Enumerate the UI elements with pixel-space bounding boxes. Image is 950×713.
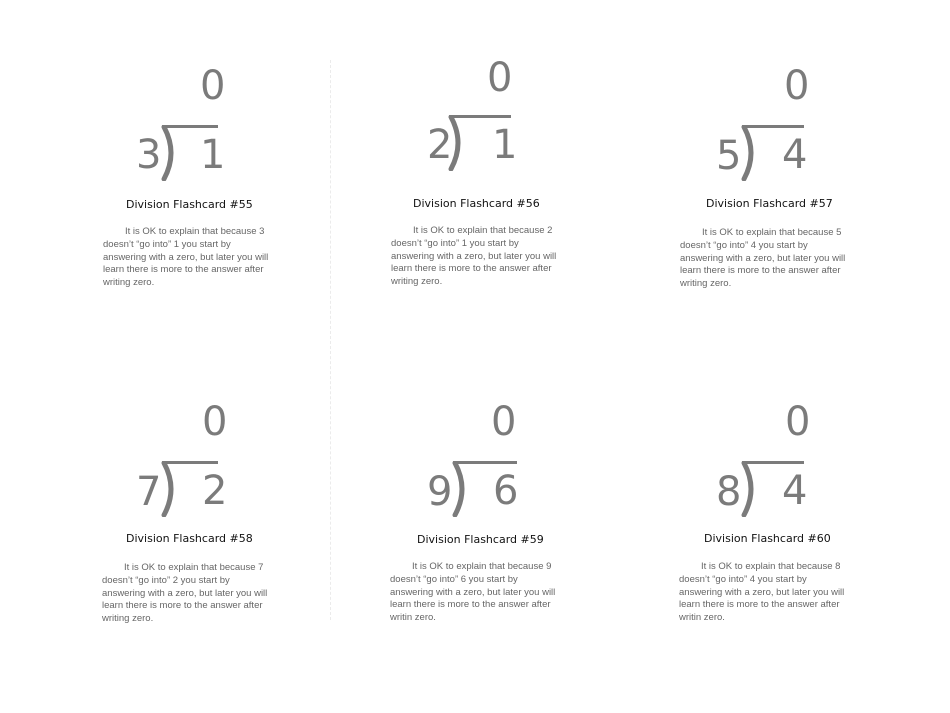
flashcard [678, 396, 938, 696]
flashcard-explanation: It is OK to explain that because 5 doesn’t “go into” 4 you start by answering with a zero, but later you will learn there is more to the answer after writing zero. [680, 227, 846, 290]
dividend: 4 [782, 132, 808, 178]
flashcard [100, 396, 360, 696]
divisor: 5 [716, 133, 742, 179]
flashcard-explanation: It is OK to explain that because 3 doesn’t “go into” 1 you start by answering with a zero, but later you will learn there is more to the answer after writing zero. [103, 226, 269, 289]
quotient: 0 [784, 63, 810, 109]
flashcard-explanation: It is OK to explain that because 8 doesn’t “go into” 4 you start by answering with a zero, but later you will learn there is more to the answer after writin zero. [679, 561, 845, 624]
flashcard-explanation: It is OK to explain that because 2 doesn’t “go into” 1 you start by answering with a zero, but later you will learn there is more to the answer after writing zero. [391, 225, 557, 288]
division-bracket [740, 125, 760, 181]
quotient: 0 [487, 55, 513, 101]
divisor: 7 [136, 469, 162, 515]
dividend: 6 [493, 468, 519, 514]
division-bracket [740, 461, 760, 517]
division-bracket [451, 461, 471, 517]
flashcard-title: Division Flashcard #58 [126, 532, 253, 545]
flashcard-explanation: It is OK to explain that because 7 doesn’t “go into” 2 you start by answering with a zero, but later you will learn there is more to the answer after writing zero. [102, 562, 268, 625]
quotient: 0 [202, 399, 228, 445]
flashcard [100, 60, 360, 360]
dividend: 1 [200, 132, 226, 178]
flashcard-title: Division Flashcard #56 [413, 197, 540, 210]
dividend: 2 [202, 468, 228, 514]
divisor: 8 [716, 469, 742, 515]
divisor: 2 [427, 122, 453, 168]
division-bracket [160, 461, 180, 517]
flashcard-title: Division Flashcard #57 [706, 197, 833, 210]
dividend: 1 [492, 122, 518, 168]
flashcard [389, 55, 649, 358]
quotient: 0 [785, 399, 811, 445]
quotient: 0 [200, 63, 226, 109]
flashcard-title: Division Flashcard #55 [126, 198, 253, 211]
dividend: 4 [782, 468, 808, 514]
divisor: 9 [427, 469, 453, 515]
division-bracket [160, 125, 180, 181]
flashcard [389, 396, 649, 696]
flashcard [678, 60, 938, 360]
divisor: 3 [136, 132, 162, 178]
quotient: 0 [491, 399, 517, 445]
flashcard-title: Division Flashcard #59 [417, 533, 544, 546]
flashcard-explanation: It is OK to explain that because 9 doesn’t “go into” 6 you start by answering with a zero, but later you will learn there is more to the answer after writin zero. [390, 561, 556, 624]
flashcard-title: Division Flashcard #60 [704, 532, 831, 545]
